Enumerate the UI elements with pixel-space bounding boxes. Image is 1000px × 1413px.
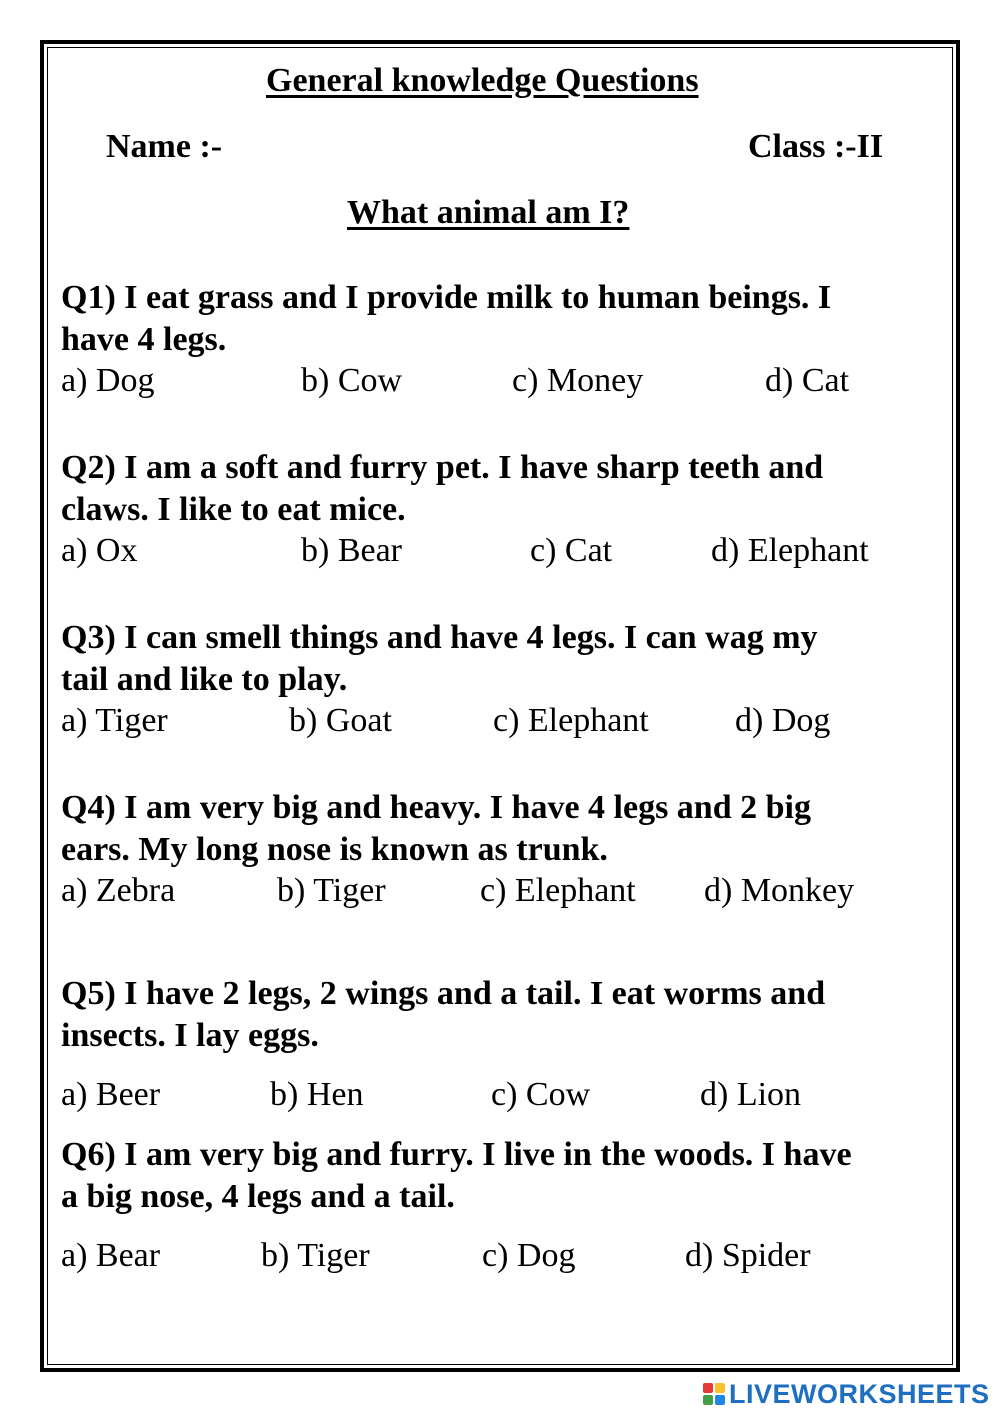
question-2-line-2: claws. I like to eat mice.	[61, 491, 406, 528]
question-4-option-b[interactable]: b) Tiger	[277, 872, 386, 909]
question-6-line-1: Q6) I am very big and furry. I live in the woods. I have	[61, 1136, 852, 1173]
liveworksheets-logo[interactable]	[703, 1378, 990, 1410]
question-5-option-b[interactable]: b) Hen	[270, 1076, 364, 1113]
name-label: Name :-	[106, 128, 223, 165]
question-3-line-1: Q3) I can smell things and have 4 legs. I can wag my	[61, 619, 818, 656]
question-4-option-c[interactable]: c) Elephant	[480, 872, 636, 909]
question-1-option-c[interactable]: c) Money	[512, 362, 644, 399]
question-4-option-a[interactable]: a) Zebra	[61, 872, 176, 909]
question-3-option-a[interactable]: a) Tiger	[61, 702, 168, 739]
question-5-option-d[interactable]: d) Lion	[700, 1076, 802, 1113]
question-1-option-d[interactable]: d) Cat	[765, 362, 850, 399]
question-2-option-c[interactable]: c) Cat	[530, 532, 613, 569]
question-6-option-c[interactable]: c) Dog	[482, 1237, 576, 1274]
question-2-option-d[interactable]: d) Elephant	[711, 532, 869, 569]
question-3-option-c[interactable]: c) Elephant	[493, 702, 649, 739]
subtitle: What animal am I?	[347, 194, 630, 231]
question-1-option-a[interactable]: a) Dog	[61, 362, 155, 399]
liveworksheets-wordmark: LIVEWORKSHEETS	[729, 1378, 990, 1409]
question-4-option-d[interactable]: d) Monkey	[704, 872, 855, 909]
question-4-line-1: Q4) I am very big and heavy. I have 4 legs and 2 big	[61, 789, 811, 826]
question-1-line-1: Q1) I eat grass and I provide milk to human beings. I	[61, 279, 832, 316]
question-1-line-2: have 4 legs.	[61, 321, 227, 358]
question-1-option-b[interactable]: b) Cow	[301, 362, 403, 399]
page-title: General knowledge Questions	[266, 62, 699, 99]
question-5-line-1: Q5) I have 2 legs, 2 wings and a tail. I eat worms and	[61, 975, 826, 1012]
question-6-line-2: a big nose, 4 legs and a tail.	[61, 1178, 455, 1215]
liveworksheets-logo-icon	[703, 1383, 725, 1405]
question-3-line-2: tail and like to play.	[61, 661, 348, 698]
question-5-line-2: insects. I lay eggs.	[61, 1017, 319, 1054]
class-label: Class :-II	[748, 128, 884, 165]
question-2-option-a[interactable]: a) Ox	[61, 532, 138, 569]
question-4-line-2: ears. My long nose is known as trunk.	[61, 831, 608, 868]
question-3-option-b[interactable]: b) Goat	[289, 702, 392, 739]
question-6-option-d[interactable]: d) Spider	[685, 1237, 811, 1274]
question-2-line-1: Q2) I am a soft and furry pet. I have sharp teeth and	[61, 449, 824, 486]
question-3-option-d[interactable]: d) Dog	[735, 702, 831, 739]
question-6-option-a[interactable]: a) Bear	[61, 1237, 161, 1274]
question-5-option-c[interactable]: c) Cow	[491, 1076, 591, 1113]
question-5-option-a[interactable]: a) Beer	[61, 1076, 161, 1113]
question-6-option-b[interactable]: b) Tiger	[261, 1237, 370, 1274]
question-2-option-b[interactable]: b) Bear	[301, 532, 403, 569]
